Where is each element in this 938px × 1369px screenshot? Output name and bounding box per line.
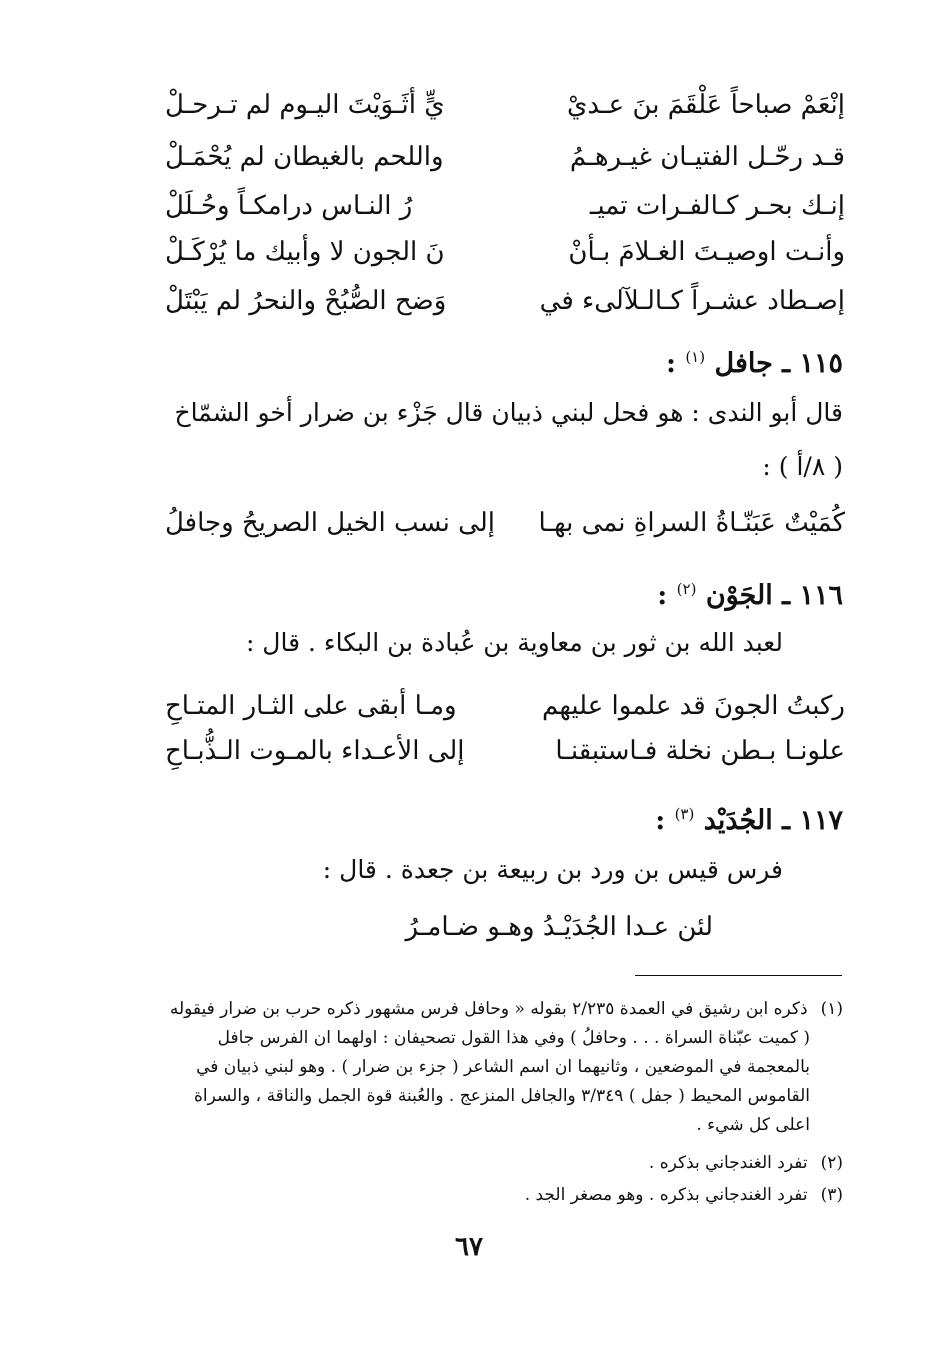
- entry-title: ١١٥ ـ جافل: [714, 348, 843, 379]
- prose-line: فرس قيس بن ورد بن ربيعة بن جعدة . قال :: [322, 855, 783, 884]
- footnote-ref: (١): [685, 348, 706, 366]
- verse-hemistich-second: وَضح الصُّبُحْ والنحرُ لم يَبْتَلْ: [165, 286, 447, 316]
- verse-line: [165, 82, 845, 128]
- verse-hemistich-second: يٍّ أثَـوَيْتَ اليـوم لم تـرحـلْ: [165, 90, 445, 120]
- footnote-continuation: ( كميت عبّناة السراة . . . وحافلُ ) وفي هذا القول تصحيفان : اولهما ان الفرس جافل: [217, 1028, 810, 1048]
- entry-heading-115: [666, 348, 843, 379]
- verse-hemistich-second: إلى الأعـداء بالمـوت الـذُّبـاحِ: [165, 736, 465, 766]
- footnote-continuation: اعلى كل شيء .: [696, 1115, 810, 1135]
- entry-heading-116: [657, 580, 843, 611]
- footnote-number: (٢): [820, 1153, 843, 1173]
- verse-hemistich-second: رُ النـاس درامكـاً وحُـلَلْ: [165, 191, 413, 221]
- verse-line: [165, 134, 845, 180]
- footnote-text: تفرد الغندجاني بذكره .: [648, 1153, 808, 1173]
- verse-line: [165, 500, 845, 546]
- verse-hemistich-second: واللحم بالغيطان لم يُحْمَـلْ: [165, 142, 444, 172]
- half-verse: لئن عـدا الجُدَيْـدُ وهـو ضـامـرُ: [405, 912, 713, 942]
- verse-hemistich-first: إصـطاد عشـراً كـالـلآلىء في: [539, 286, 845, 316]
- page-number: ٦٧: [455, 1232, 483, 1262]
- verse-line: [165, 728, 845, 774]
- prose-line: ( ٨/أ ) :: [762, 452, 843, 481]
- verse-hemistich-first: إنْعَمْ صباحاً عَلْقَمَ بنَ عـديْ: [567, 90, 845, 120]
- verse-line: [165, 183, 845, 229]
- prose-line: لعبد الله بن ثور بن معاوية بن عُبادة بن البكاء . قال :: [245, 628, 783, 657]
- footnote-separator: [635, 975, 842, 976]
- heading-colon: :: [665, 348, 676, 379]
- footnote-ref: (٢): [676, 580, 697, 598]
- verse-line: [165, 229, 845, 275]
- heading-colon: :: [657, 580, 668, 611]
- footnote-continuation: القاموس المحيط ( جفل ) ٣/٣٤٩ والجافل المنزعج . والعُبنة قوة الجمل والناقة ، والسراة: [193, 1086, 810, 1106]
- heading-colon: :: [655, 805, 666, 836]
- verse-hemistich-first: كُمَيْتٌ عَبَنّـاةُ السراةِ نمى بهـا: [538, 508, 845, 538]
- footnote-continuation: بالمعجمة في الموضعين ، وثانيهما ان اسم الشاعر ( جزء بن ضرار ) . وهو لبني ذبيان في: [196, 1057, 810, 1077]
- verse-line: [165, 278, 845, 324]
- verse-hemistich-first: ركبتُ الجونَ قد علموا عليهم: [542, 691, 845, 721]
- footnote-ref: (٣): [674, 805, 695, 823]
- footnote-text: تفرد الغندجاني بذكره . وهو مصغر الجد .: [524, 1185, 808, 1205]
- verse-hemistich-first: علونـا بـطن نخلة فـاستبقنـا: [555, 736, 845, 766]
- footnote-number: (١): [820, 999, 843, 1019]
- footnote-2: [153, 1149, 843, 1177]
- verse-hemistich-second: ومـا أبقى على الثـار المتـاحِ: [165, 691, 457, 721]
- verse-hemistich-first: إنـك بحـر كـالفـرات تميـ: [589, 191, 845, 221]
- verse-hemistich-first: وأنـت اوصيـتَ الغـلامَ بـأنْ: [568, 237, 845, 267]
- verse-hemistich-second: نَ الجون لا وأبيك ما يُرْكَـلْ: [165, 237, 445, 267]
- entry-title: ١١٦ ـ الجَوْن: [705, 580, 843, 611]
- entry-heading-117: [655, 805, 843, 836]
- verse-line: [165, 683, 845, 729]
- entry-title: ١١٧ ـ الجُدَيْد: [703, 805, 843, 836]
- footnote-number: (٣): [820, 1185, 843, 1205]
- footnote-3: [153, 1181, 843, 1209]
- verse-hemistich-first: قـد رحّـل الفتيـان غيـرهـمُ: [569, 142, 845, 172]
- footnote-text: ذكره ابن رشيق في العمدة ٢/٢٣٥ بقوله « وحافل فرس مشهور ذكره حرب بن ضرار فيقوله: [169, 999, 808, 1019]
- prose-line: قال أبو الندى : هو فحل لبني ذبيان قال جَزْء بن ضرار أخو الشمّاخ: [174, 398, 843, 427]
- verse-hemistich-second: إلى نسب الخيل الصريحُ وجافلُ: [164, 508, 495, 538]
- footnote-1: [153, 995, 843, 1023]
